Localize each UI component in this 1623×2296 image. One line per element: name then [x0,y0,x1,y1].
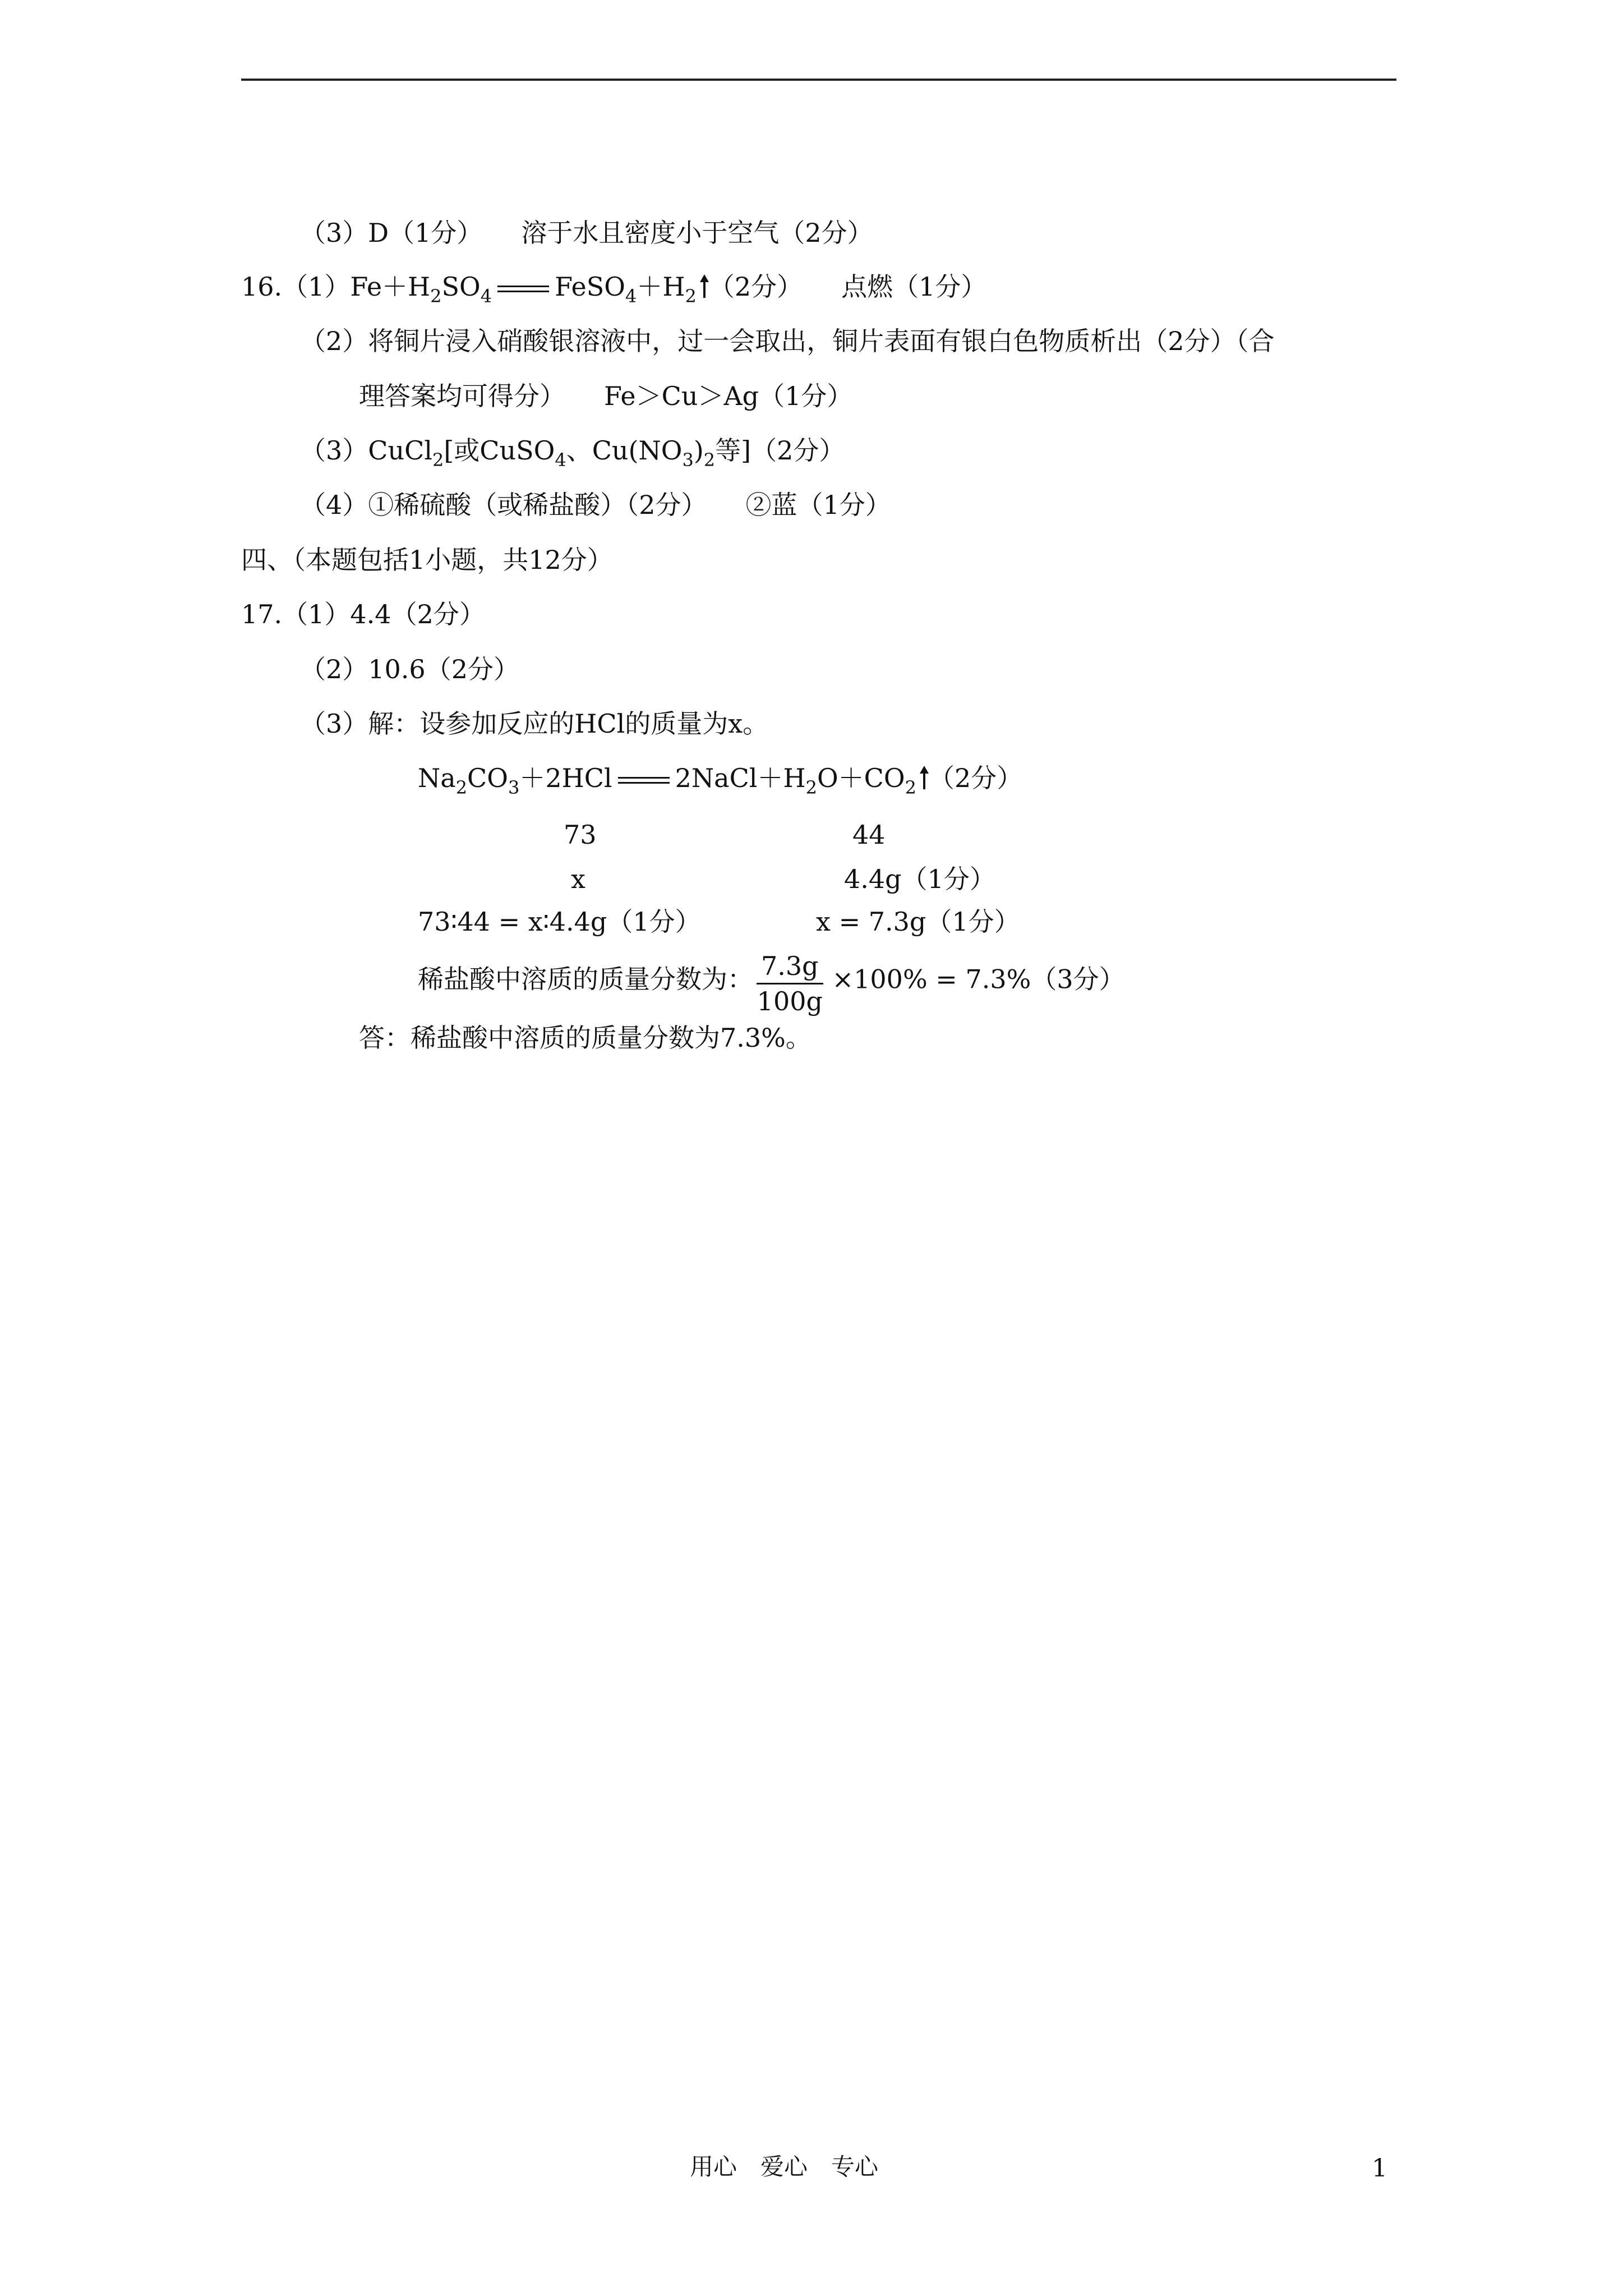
page-number: 1 [1372,2154,1387,2183]
subscript: 3 [682,449,694,471]
subscript: 4 [555,449,566,471]
text: （3）CuCl [300,435,432,466]
answer-16-1 [241,270,986,306]
answer-15-3: （3）D（1分） 溶于水且密度小于空气（2分） [300,218,873,248]
answer-17-1: 17.（1）4.4（2分） [241,599,485,629]
gas-arrow-icon [700,274,709,298]
ratio-44: 44 [852,820,886,850]
ratio-x: x [571,864,585,894]
text: 、Cu(NO [566,435,683,466]
text: CO [467,763,508,793]
subscript: 2 [455,777,468,798]
q16-label: 16.（1） [241,272,351,302]
answer-16-3 [300,434,845,470]
text: O＋CO [817,763,905,793]
answer-16-2-cont: 理答案均可得分） Fe＞Cu＞Ag（1分） [359,381,853,411]
subscript: 2 [905,777,916,798]
subscript: 2 [703,449,716,471]
ratio-73: 73 [564,820,597,850]
subscript: 2 [430,286,442,307]
final-answer: 答：稀盐酸中溶质的质量分数为7.3%。 [359,1023,811,1053]
subscript: 4 [625,286,637,307]
q16-tail: （2分） 点燃（1分） [708,272,987,302]
product-h2: ＋H [637,272,685,302]
reactant-fe: Fe＋H [350,272,431,302]
subscript: 2 [432,449,444,471]
text: ) [693,435,704,466]
subscript: 4 [480,286,492,307]
ratio-4-4g: 4.4g（1分） [844,864,995,894]
fraction-numerator: 7.3g [757,951,823,984]
x-value: x = 7.3g（1分） [816,907,1020,937]
text: 等]（2分） [715,435,845,466]
answer-17-3-intro: （3）解：设参加反应的HCl的质量为x。 [300,708,769,739]
answer-17-2: （2）10.6（2分） [300,654,519,684]
section-four-heading: 四、（本题包括1小题，共12分） [241,545,613,575]
fraction-tail: ×100% = 7.3%（3分） [832,964,1125,995]
proportion: 73∶44 = x∶4.4g（1分） [418,907,701,937]
mass-fraction-line [418,949,1125,1014]
product-feso4: FeSO [555,272,625,302]
equals-sign [618,776,670,784]
answer-16-4: （4）①稀硫酸（或稀盐酸）（2分） ②蓝（1分） [300,490,891,520]
text: Na [418,763,456,793]
subscript: 2 [685,286,697,307]
gas-arrow-icon [920,766,929,789]
reactant-so4: SO [441,272,481,302]
footer-motto: 用心 爱心 专心 [690,2153,879,2180]
text: 2NaCl＋H [675,763,806,793]
answer-16-2: （2）将铜片浸入硝酸银溶液中，过一会取出，铜片表面有银白色物质析出（2分）（合 [300,326,1275,356]
subscript: 2 [805,777,817,798]
fraction-label: 稀盐酸中溶质的质量分数为： [418,964,753,995]
chemical-equation [418,761,1022,798]
equals-sign [497,285,549,293]
header-rule [241,79,1396,81]
text: （2分） [928,763,1023,793]
text: ＋2HCl [519,763,612,793]
fraction [757,951,823,1016]
fraction-denominator: 100g [757,986,823,1016]
text: [或CuSO [444,435,555,466]
subscript: 3 [508,777,520,798]
